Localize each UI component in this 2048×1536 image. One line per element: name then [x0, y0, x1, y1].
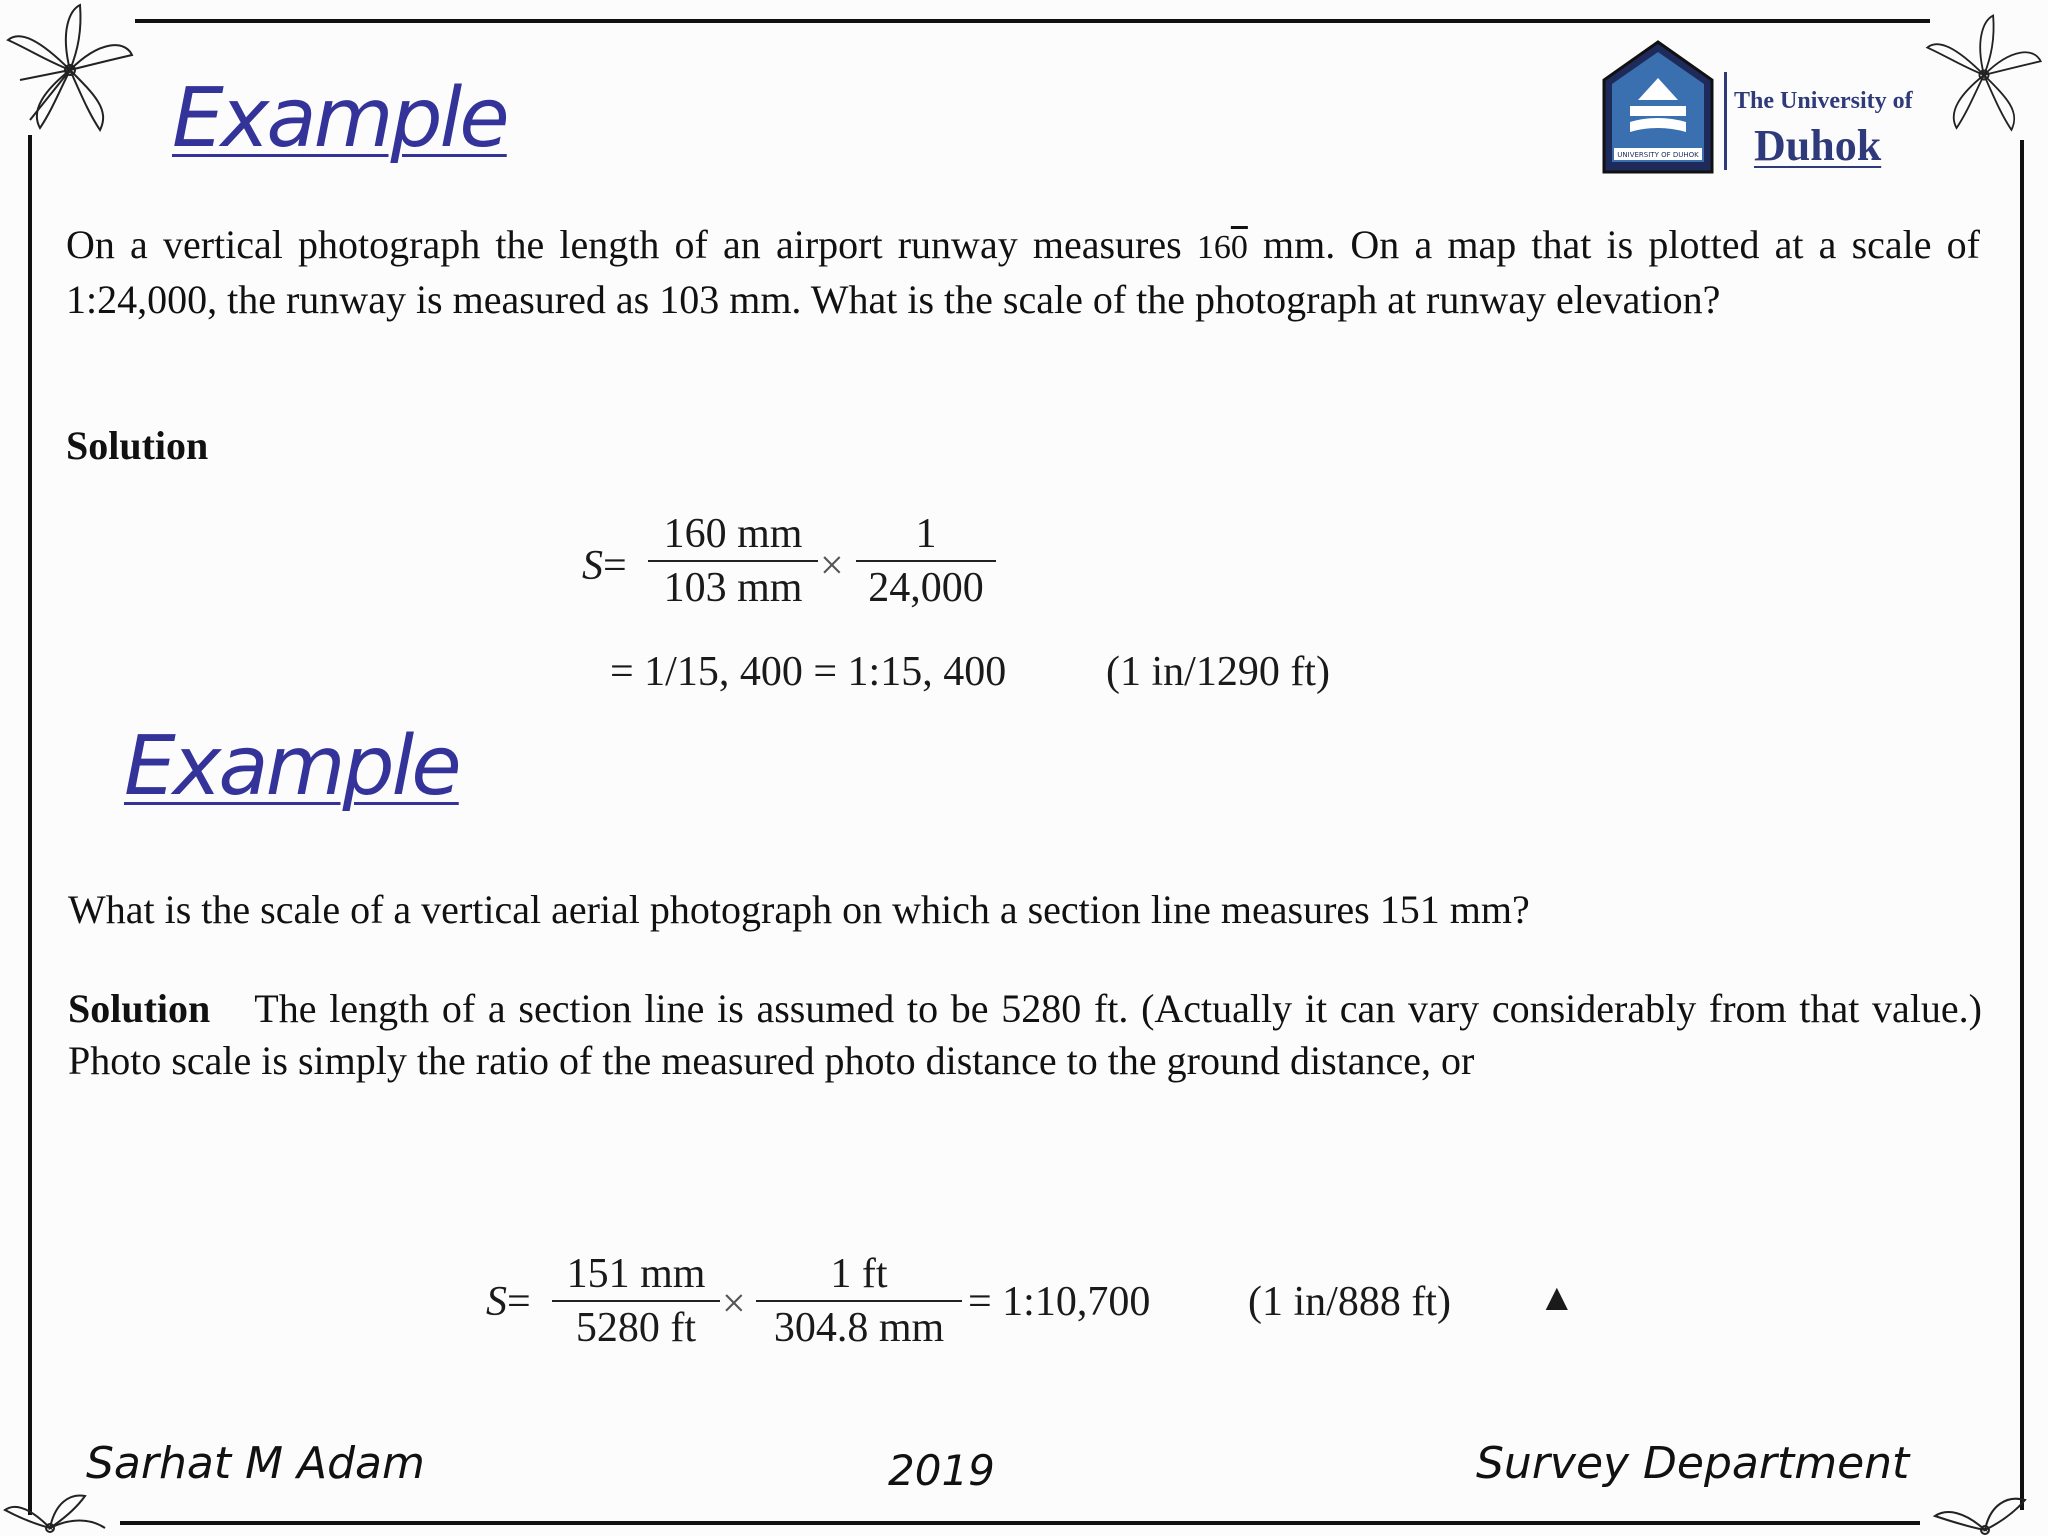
equation-1-fraction-2: 1 24,000: [856, 510, 996, 612]
equation-2-result-note: (1 in/888 ft): [1248, 1279, 1451, 1325]
solution-2-label: Solution: [68, 986, 211, 1031]
svg-text:UNIVERSITY OF DUHOK: UNIVERSITY OF DUHOK: [1617, 151, 1699, 159]
equation-2-times: ×: [722, 1281, 746, 1327]
runway-photo-length-value: 160: [1196, 229, 1248, 266]
solution-2-text: The length of a section line is assumed to be 5280 ft. (Actually it can vary considerably from that value.) Photo scale is simply the ratio of the measured photo distance to the ground distance, or: [68, 986, 1982, 1083]
problem-1-text-after: mm. On a map that is plotted at a scale of 1:24,000, the runway is measured as 103 mm. What is the scale of the photograph at runway elevation?: [66, 222, 1980, 322]
bottom-border-line: [120, 1521, 1920, 1525]
equation-1-fraction-1: 160 mm 103 mm: [648, 510, 818, 612]
lily-flower-icon: [0, 0, 140, 140]
equation-1-result: = 1/15, 400 = 1:15, 400: [610, 649, 1007, 695]
footer-author: Sarhat M Adam: [86, 1438, 425, 1489]
equation-2-fraction-2: 1 ft 304.8 mm: [756, 1250, 962, 1352]
logo-duhok-text: Duhok: [1754, 121, 1882, 170]
right-border-line: [2020, 140, 2024, 1510]
logo-divider: [1724, 72, 1727, 170]
top-border-line: [135, 19, 1930, 23]
equation-1-lhs: S=: [582, 543, 627, 589]
equation-1-times: ×: [820, 543, 844, 589]
solution-1-label: Solution: [66, 423, 209, 468]
lily-flower-icon: [1925, 1490, 2045, 1536]
left-border-line: [28, 135, 32, 1515]
logo-university-text: The University of: [1734, 88, 1913, 114]
footer-year: 2019: [888, 1446, 995, 1495]
lily-flower-icon: [0, 1488, 110, 1536]
footer-department: Survey Department: [1476, 1438, 1910, 1489]
equation-2-fraction-1: 151 mm 5280 ft: [552, 1250, 720, 1352]
equation-2-lhs: S=: [486, 1279, 531, 1325]
example-heading-1: Example: [172, 71, 507, 166]
example-2-question: What is the scale of a vertical aerial photograph on which a section line measures 151 mm?: [68, 887, 1530, 932]
example-1-problem: [66, 219, 1980, 326]
example-heading-2: Example: [124, 719, 459, 814]
equation-2-result: = 1:10,700: [968, 1279, 1151, 1325]
example-2-solution: [68, 983, 1982, 1087]
problem-1-text-before: On a vertical photograph the length of an airport runway measures: [66, 222, 1182, 267]
end-of-solution-triangle-icon: ▲: [1538, 1277, 1576, 1319]
equation-1-result-note: (1 in/1290 ft): [1106, 649, 1330, 695]
